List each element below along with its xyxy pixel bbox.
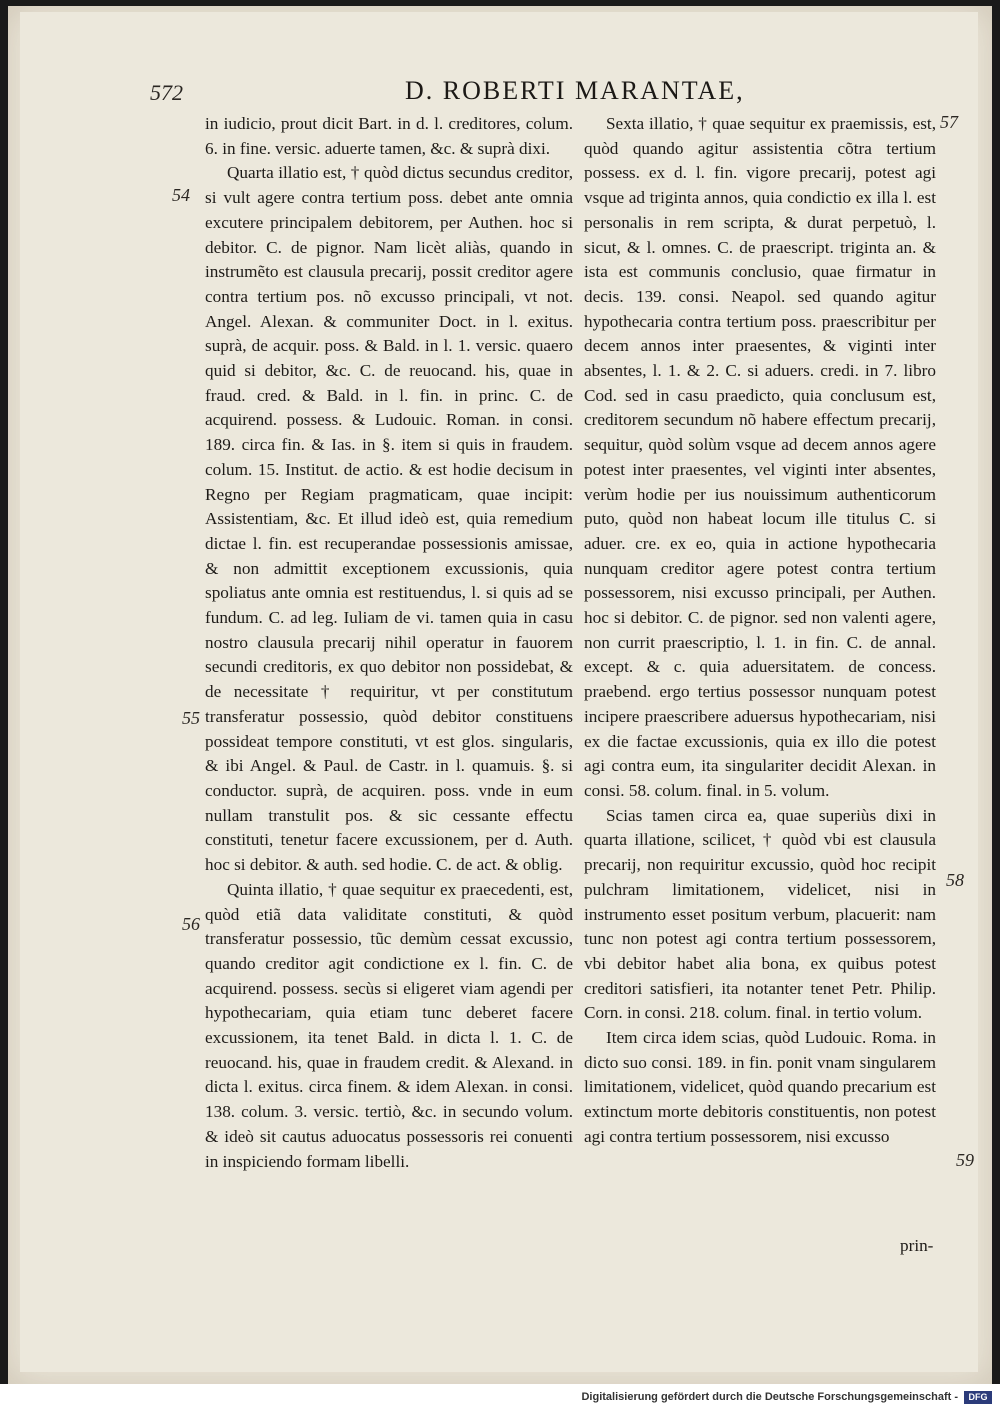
left-paragraph: Quinta illatio, † quae sequitur ex praecedenti, est, quòd etiã data validitate constituti, & quòd transferatur possessio, tũc demùm cessat excussio, quando creditor agit condictione ex l. fin. C. de acquirend. possess. secùs si eligeret viam agendi per hypothecariam, quia etiam tunc deberet facere excussionem, ita tenet Bald. in dicta l. 1. C. de reuocand. his, quae in fraudem credit. & Alexand. in dicta l. exitus. circa finem. & idem Alexan. in consi. 138. colum. 3. versic. tertiò, &c. in secundo volum. & ideò sit cautus aduocatus possessoris rei conuenti in inspiciendo formam libelli. [205, 879, 573, 1171]
left-column [205, 112, 573, 1174]
margin-number-58: 58 [946, 870, 964, 890]
running-title: D. ROBERTI MARANTAE, [405, 76, 745, 105]
margin-number-56: 56 [182, 914, 200, 934]
funding-note: Digitalisierung gefördert durch die Deutsche Forschungsgemeinschaft - [581, 1391, 958, 1403]
margin-number-59: 59 [956, 1150, 974, 1170]
folio-number: 572 [150, 80, 183, 105]
left-paragraph: Quarta illatio est, † quòd dictus secundus creditor, si vult agere contra tertium poss. debet ante omnia excutere principalem debitorem, per Authen. hoc si debitor. C. de pignor. Nam licèt aliàs, quando in instrumẽto est clausula precarij, possit creditor agere contra tertium pos. nõ excusso principali, vt not. Angel. Alexan. & communiter Doct. in l. exitus. suprà, de acquir. poss. & Bald. in l. 1. versic. quaero quid si debitor, &c. C. de reuocand. his, quae in fraud. cred. & Bald. in l. fin. in princ. C. de acquirend. possess. & Ludouic. Roman. in consi. 189. circa fin. & Ias. in §. item si quis in fraudem. colum. 15. Institut. de actio. & est hodie decisum in Regno per Regiam pragmaticam, quae incipit: Assistentiam, &c. Et illud ideò est, quia remedium dictae l. fin. est recuperandae possessionis amissae, & non admittit exceptionem excussionis, quia spoliatus ante omnia est restituendus, l. si quis ad se fundum. C. ad leg. Iuliam de vi. tamen quia in casu nostro clausula precarij nihil operatur in fauorem secundi creditoris, ex quo debitor non possidebat, & de necessitate † requiritur, vt per constitutum transferatur possessio, quòd debitor constituens possideat tempore constituti, vt est glos. singularis, & ibi Angel. & Paul. de Castr. in l. quamuis. §. si conductor. suprà, de acquiren. poss. vnde in eum nullam transtulit pos. & sic cessante effectu constituti, tenetur facere excussionem, per d. Auth. hoc si debitor. & auth. sed hodie. C. de act. & oblig. [205, 163, 573, 875]
right-paragraph: Scias tamen circa ea, quae superiùs dixi in quarta illatione, scilicet, † quòd vbi est clausula precarij, non requiritur excussio, quòd hoc recipit pulchram limitationem, videlicet, nisi in instrumento esset positum verbum, placuerit: nam tunc non potest agi contra tertium possessorem, vbi debitor habet alia bona, ex quibus potest creditori satisfieri, ita notanter tenet Petr. Philip. Corn. in consi. 218. colum. final. in tertio volum. [584, 805, 936, 1023]
left-paragraph: in iudicio, prout dicit Bart. in d. l. creditores, colum. 6. in fine. versic. aduerte tamen, &c. & suprà dixi. [205, 114, 573, 158]
catchword: prin- [900, 1236, 934, 1255]
margin-number-55: 55 [182, 708, 200, 728]
dfg-logo: DFG [964, 1391, 992, 1404]
right-paragraph: Sexta illatio, † quae sequitur ex praemissis, est, quòd quando agitur assistentia cõtra tertium possess. ex d. l. fin. vigore precarij, potest agi vsque ad triginta annos, quia condictio ex illa l. est personalis in rem scripta, & durat perpetuò, l. sicut, & l. omnes. C. de praescript. triginta an. & ista est communis conclusio, quae firmatur in decis. 139. consi. Neapol. sed quando agitur hypothecaria contra tertium poss. praescribitur per decem annos inter praesentes, & viginti inter absentes, l. 1. & 2. C. si aduers. credi. in 7. libro Cod. sed in casu praedicto, quia conclusum est, creditorem secundum nõ habere effectum precarij, sequitur, quòd solùm vsque ad decem annos agere potest inter praesentes, vel viginti inter absentes, verùm hodie per ius nouissimum authenticorum puto, quòd non habeat locum ille titulus C. si aduer. cre. ex eo, quia in actione hypothecaria nunquam creditor agere potest contra tertium possessorem, nisi excusso principali, per Authen. hoc si debitor. C. de pignor. sed non valenti agere, non currit praescriptio, l. 1. in fin. C. de annal. except. & c. quia aduersitatem. de concess. praebend. ergo tertius possessor nunquam potest incipere praescribere aduersus hypothecariam, nisi ex die factae excussionis, quia ex illo die potest agi contra eum, ita singulariter decidit Alexan. in consi. 58. colum. final. in 5. volum. [584, 114, 936, 800]
right-paragraph: Item circa idem scias, quòd Ludouic. Roma. in dicto suo consi. 189. in fin. ponit vnam singularem limitationem, videlicet, quòd quando precarium est extinctum morte debitoris constituentis, non potest agi contra tertium possessorem, nisi excusso [584, 1028, 936, 1146]
margin-number-54: 54 [172, 185, 190, 205]
margin-number-57: 57 [940, 112, 958, 132]
right-column [584, 112, 936, 1150]
